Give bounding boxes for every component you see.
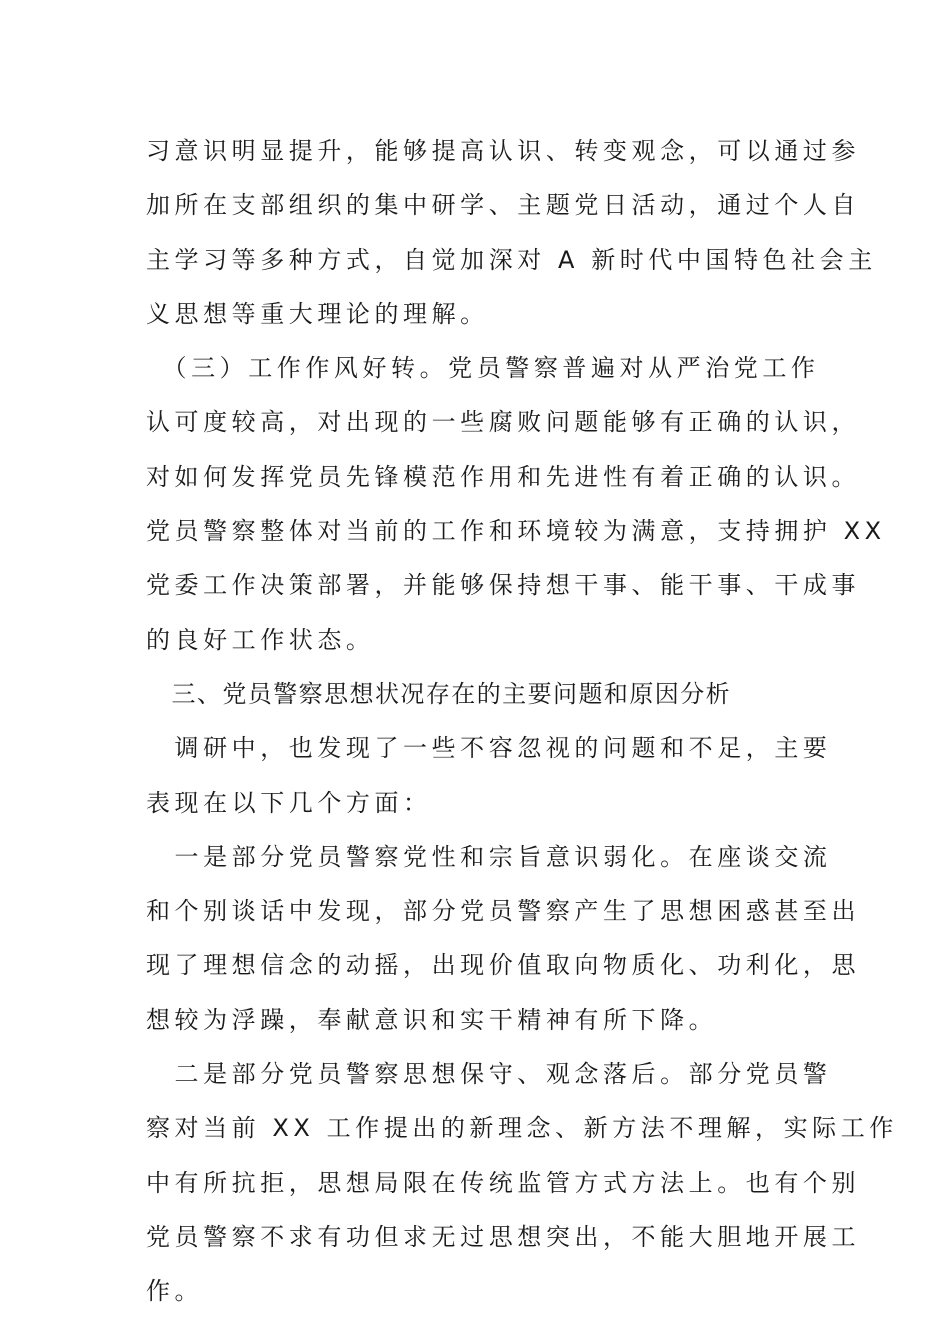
text-line: 习意识明显提升，能够提高认识、转变观念，可以通过参: [146, 137, 860, 165]
text-line: 作。: [146, 1277, 204, 1306]
text-line: 现了理想信念的动摇，出现价值取向物质化、功利化，思: [146, 951, 860, 980]
text-line: 认可度较高，对出现的一些腐败问题能够有正确的认识，: [146, 408, 860, 437]
text-line: 加所在支部组织的集中研学、主题党日活动，通过个人自: [146, 191, 860, 220]
chapter-heading: 三、党员警察思想状况存在的主要问题和原因分析: [146, 679, 732, 708]
text-line: 党员警察整体对当前的工作和环境较为满意，支持拥护 XX: [146, 517, 886, 546]
text-line: 和个别谈话中发现，部分党员警察产生了思想困惑甚至出: [146, 897, 860, 926]
text-line: 党委工作决策部署，并能够保持想干事、能干事、干成事: [146, 571, 860, 600]
text-line: 表现在以下几个方面：: [146, 788, 432, 817]
document-body: [146, 124, 898, 1319]
text-line: 二是部分党员警察思想保守、观念落后。部分党员警: [146, 1060, 832, 1089]
text-line: 对如何发挥党员先锋模范作用和先进性有着正确的认识。: [146, 462, 860, 491]
text-line: 义思想等重大理论的理解。: [146, 299, 489, 328]
text-line: 一是部分党员警察党性和宗旨意识弱化。在座谈交流: [146, 842, 832, 871]
text-line: 想较为浮躁，奉献意识和实干精神有所下降。: [146, 1005, 718, 1034]
section-heading-line: （三）工作作风好转。党员警察普遍对从严治党工作: [146, 354, 820, 383]
text-line: 调研中，也发现了一些不容忽视的问题和不足，主要: [146, 734, 832, 763]
text-line: 主学习等多种方式，自觉加深对 A 新时代中国特色社会主: [146, 245, 877, 274]
text-line: 中有所抗拒，思想局限在传统监管方式方法上。也有个别: [146, 1168, 860, 1197]
text-line: 的良好工作状态。: [146, 625, 375, 654]
text-line: 察对当前 XX 工作提出的新理念、新方法不理解，实际工作: [146, 1114, 898, 1143]
text-line: 党员警察不求有功但求无过思想突出，不能大胆地开展工: [146, 1222, 860, 1251]
